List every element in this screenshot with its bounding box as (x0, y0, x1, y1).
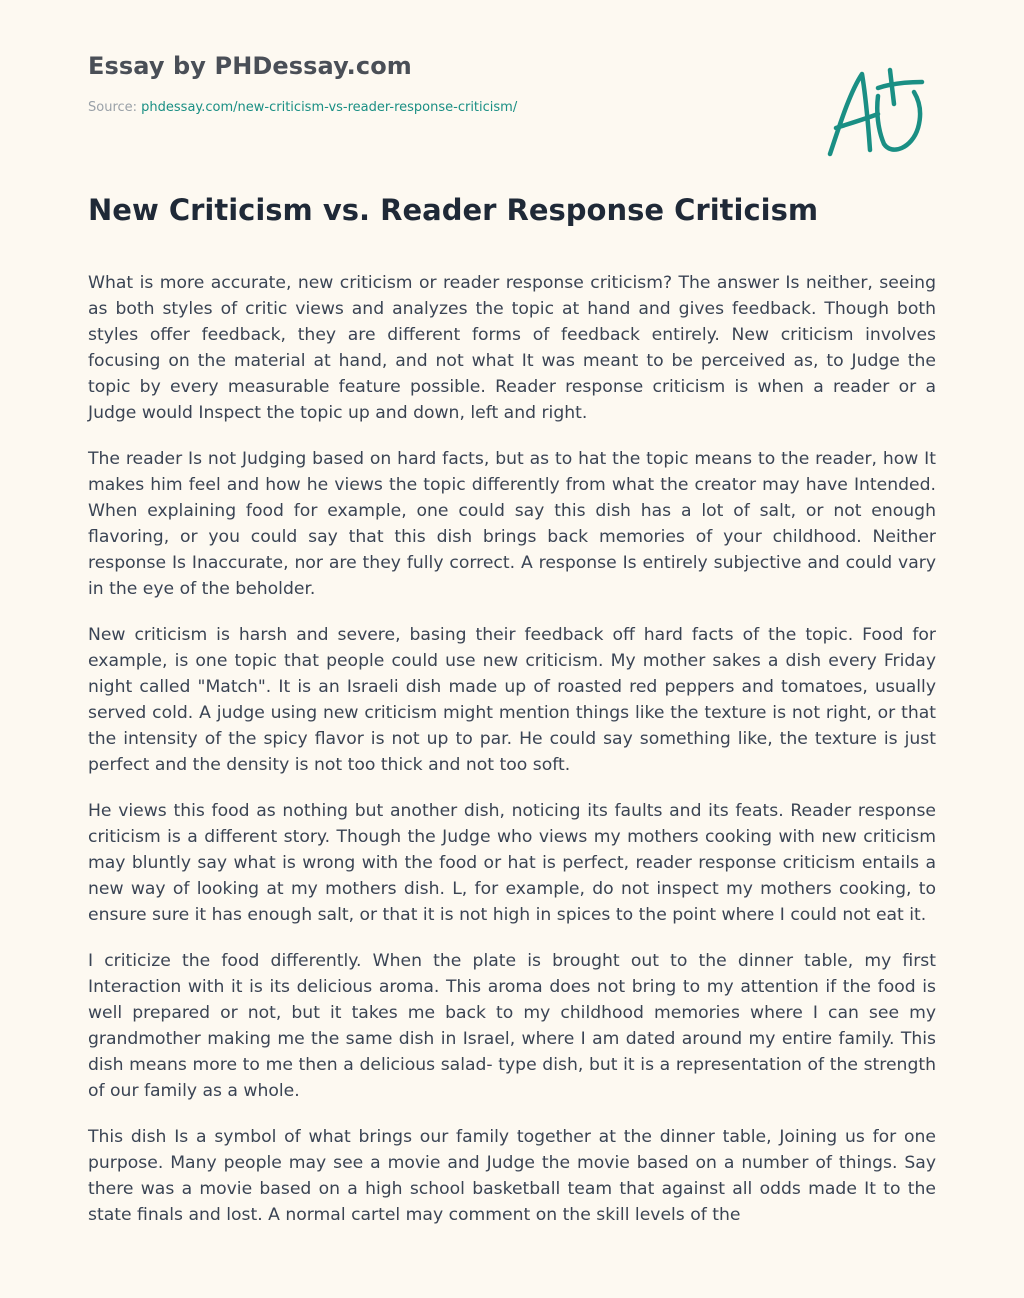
paragraph: He views this food as nothing but another dish, noticing its faults and its feats. Reader response criticism is a different story. Though the Judge who views my mothers cooking with new criticism may bluntly say what is wrong with the food or hat is perfect, reader response criticism entails a new way of looking at my mothers dish. L, for example, do not inspect my mothers cooking, to ensure sure it has enough salt, or that it is not high in spices to the point where I could not eat it. (88, 801, 936, 925)
paragraph: The reader Is not Judging based on hard facts, but as to hat the topic means to the reader, how It makes him feel and how he views the topic differently from what the creator may have Intended. When explaining food for example, one could say this dish has a lot of salt, or not enough flavoring, or you could say that this dish brings back memories of your childhood. Neither response Is Inaccurate, nor are they fully correct. A response Is entirely subjective and could vary in the eye of the beholder. (88, 449, 936, 599)
source-link[interactable]: phdessay.com/new-criticism-vs-reader-response-criticism/ (141, 100, 518, 115)
essay-title: New Criticism vs. Reader Response Criticism (88, 193, 819, 227)
essay-body (88, 270, 936, 1248)
paragraph: This dish Is a symbol of what brings our family together at the dinner table, Joining us for one purpose. Many people may see a movie and Judge the movie based on a number of things. Say there was a movie based on a high school basketball team that against all odds made It to the state finals and lost. A normal cartel may comment on the skill levels of the (88, 1127, 936, 1225)
a-plus-grade-icon (822, 62, 930, 162)
paragraph: New criticism is harsh and severe, basing their feedback off hard facts of the topic. Food for example, is one topic that people could use new criticism. My mother sakes a dish every Friday night called "Match". It is an Israeli dish made up of roasted red peppers and tomatoes, usually served cold. A judge using new criticism might mention things like the texture is not right, or that the intensity of the spicy flavor is not up to par. He could say something like, the texture is just perfect and the density is not too thick and not too soft. (88, 625, 936, 775)
site-brand: Essay by PHDessay.com (88, 52, 412, 80)
paragraph: I criticize the food differently. When the plate is brought out to the dinner table, my first Interaction with it is its delicious aroma. This aroma does not bring to my attention if the food is well prepared or not, but it takes me back to my childhood memories where I can see my grandmother making me the same dish in Israel, where I am dated around my entire family. This dish means more to me then a delicious salad- type dish, but it is a representation of the strength of our family as a whole. (88, 951, 936, 1101)
source-line (88, 100, 517, 116)
source-label: Source: (88, 100, 142, 115)
site-header (88, 52, 517, 116)
paragraph: What is more accurate, new criticism or reader response criticism? The answer Is neither, seeing as both styles of critic views and analyzes the topic at hand and gives feedback. Though both styles offer feedback, they are different forms of feedback entirely. New criticism involves focusing on the material at hand, and not what It was meant to be perceived as, to Judge the topic by every measurable feature possible. Reader response criticism is when a reader or a Judge would Inspect the topic up and down, left and right. (88, 273, 936, 423)
